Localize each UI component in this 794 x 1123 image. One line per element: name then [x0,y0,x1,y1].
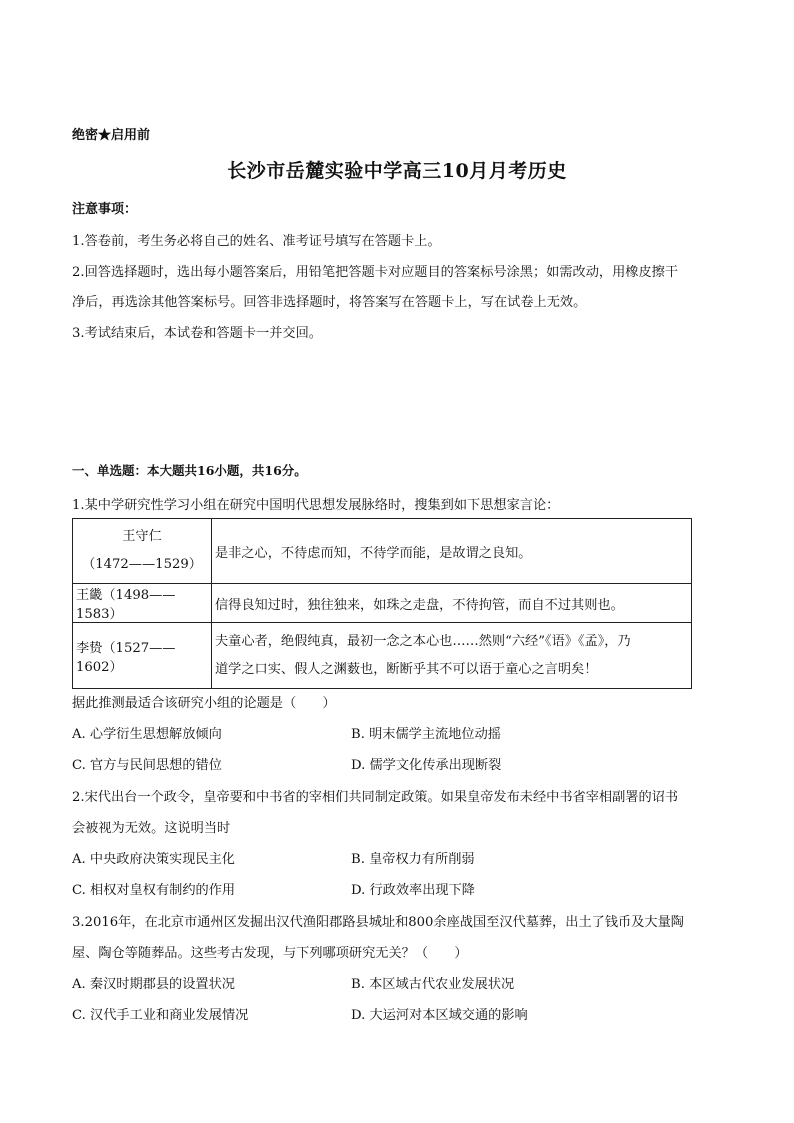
thinker-years: （1472——1529） [82,557,202,572]
table-row [73,519,692,584]
thinker-cell: 李贽（1527——1602） [73,623,212,689]
question-2-stem-line-2: 会被视为无效。这说明当时 [72,821,231,836]
q1-option-d: D. 儒学文化传承出现断裂 [351,758,502,773]
quote-cell: 信得良知过时，独往独来，如珠之走盘，不待拘管，而自不过其则也。 [212,584,692,623]
table-row [73,623,692,689]
question-1-ask: 据此推测最适合该研究小组的论题是（ ） [72,696,336,711]
quotes-table [72,518,692,689]
exam-title: 长沙市岳麓实验中学高三10月月考历史 [227,160,567,182]
section-heading: 一、单选题：本大题共16小题，共16分。 [72,463,307,478]
thinker-name: 王守仁 [122,529,162,544]
note-item-2-line-2: 净后，再选涂其他答案标号。回答非选择题时，将答案写在答题卡上，写在试卷上无效。 [72,295,587,310]
q1-option-b: B. 明末儒学主流地位动摇 [351,727,501,742]
confidential-label: 绝密★启用前 [72,128,151,143]
question-2-stem-line-1: 2.宋代出台一个政令，皇帝要和中书省的宰相们共同制定政策。如果皇帝发布未经中书省宰相副署的诏书 [72,790,679,805]
q2-option-a: A. 中央政府决策实现民主化 [72,852,235,867]
q2-option-d: D. 行政效率出现下降 [351,883,475,898]
table-row [73,584,692,623]
q2-option-b: B. 皇帝权力有所削弱 [351,852,475,867]
question-3-stem-line-2: 屋、陶仓等随葬品。这些考古发现，与下列哪项研究无关？（ ） [72,946,468,961]
q1-option-a: A. 心学衍生思想解放倾向 [72,727,222,742]
q2-option-c: C. 相权对皇权有制约的作用 [72,883,236,898]
quote-cell: 是非之心，不待虑而知，不待学而能，是故谓之良知。 [212,519,692,584]
quote-line: 夫童心者，绝假纯真，最初一念之本心也……然则“六经”《语》《孟》，乃 [215,633,631,649]
q3-option-a: A. 秦汉时期郡县的设置状况 [72,977,235,992]
note-item-2-line-1: 2.回答选择题时，选出每小题答案后，用铅笔把答题卡对应题目的答案标号涂黑；如需改动，用橡皮擦干 [72,265,679,280]
notes-heading: 注意事项： [72,202,138,217]
question-1-stem: 1.某中学研究性学习小组在研究中国明代思想发展脉络时，搜集到如下思想家言论： [72,498,560,513]
thinker-cell [73,519,212,584]
q1-option-c: C. 官方与民间思想的错位 [72,758,222,773]
quote-line: 道学之口实、假人之渊薮也，断断乎其不可以语于童心之言明矣！ [215,661,598,677]
q3-option-c: C. 汉代手工业和商业发展情况 [72,1008,249,1023]
question-3-stem-line-1: 3.2016年，在北京市通州区发掘出汉代渔阳郡路县城址和800余座战国至汉代墓葬，出土了钱币及大量陶 [72,915,684,930]
thinker-cell: 王畿（1498——1583） [73,584,212,623]
note-item-1: 1.答卷前，考生务必将自己的姓名、准考证号填写在答题卡上。 [72,234,441,249]
q3-option-b: B. 本区域古代农业发展状况 [351,977,515,992]
note-item-3: 3.考试结束后，本试卷和答题卡一并交回。 [72,326,322,341]
quote-cell [212,623,692,689]
q3-option-d: D. 大运河对本区域交通的影响 [351,1008,528,1023]
